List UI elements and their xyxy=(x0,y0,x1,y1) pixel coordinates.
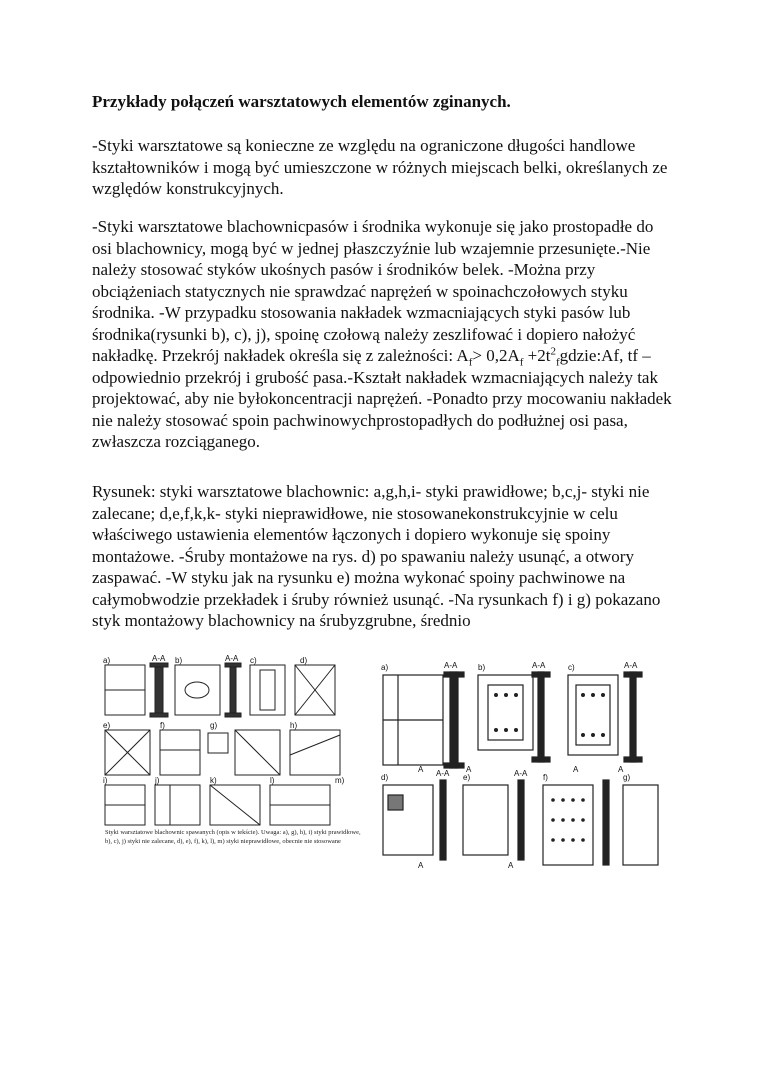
svg-text:a): a) xyxy=(381,663,389,672)
svg-text:g): g) xyxy=(210,721,218,730)
svg-text:A-A: A-A xyxy=(624,661,638,670)
svg-text:A: A xyxy=(573,765,579,774)
svg-text:A: A xyxy=(618,765,624,774)
svg-text:e): e) xyxy=(103,721,111,730)
svg-text:b): b) xyxy=(175,656,183,665)
svg-text:b): b) xyxy=(478,663,486,672)
paragraph-1: -Styki warsztatowe są konieczne ze względu na ograniczone długości handlowe kształtowników i mogą być umieszczone w różnych miejscach belki, określanych ze względów konstrukcyjnych. xyxy=(92,136,668,198)
svg-text:l): l) xyxy=(270,776,275,785)
svg-text:c): c) xyxy=(250,656,257,665)
paragraph-2: -Styki warsztatowe blachownicpasów i środnika wykonuje się jako prostopadłe do osi blachownicy, mogą być w jednej płaszczyźnie lub wzajemnie przesunięte.-Nie należy stosować styków ukośnych pasów i środników belek. -Można przy obciążeniach statycznych nie sprawdzać naprężeń w spoinachczołowych styku środnika. -W przypadku stosowania nakładek wzmacniających styki pasów lub środnika(rysunki b), c), j), spoinę czołową należy zeszlifować i dopiero nałożyć nakładkę. Przekrój nakładek określa się z zależności: $A_f> 0,2A_f$ $+2t^2_fgdzie:Af$, tf – odpowiednio przekrój i grubość pasa.-Kształt nakładek wzmacniających należy tak projektować, aby nie byłokoncentracji naprężeń. -Ponadto przy mocowaniu nakładek nie należy stosować spoin pachwinowychprostopadłych do podłużnej osi pasa, zwłaszcza rozciąganego. xyxy=(92,217,672,451)
svg-text:A-A: A-A xyxy=(152,655,166,663)
svg-text:g): g) xyxy=(623,773,631,782)
svg-text:A: A xyxy=(418,765,424,774)
paragraph-3: Rysunek: styki warsztatowe blachownic: a,g,h,i- styki prawidłowe; b,c,j- styki nie zalecane; d,e,f,k,k- styki nieprawidłowe, nie stosowanekonstrukcyjnie w celu właściwego ustawienia elementów łączonych i dopiero wykonuje się spoiny montażowe. -Śruby montażowe na rys. d) po spawaniu należy usunąć, a otwory zaspawać. -W styku jak na rysunku e) można wykonać spoiny pachwinowe na całymobwodzie przekładek i śruby również usunąć. -Na rysunkach f) i g) pokazano styk montażowy blachownicy na śrubyzgrubne, średnio xyxy=(92,482,661,630)
svg-text:A-A: A-A xyxy=(225,655,239,663)
svg-text:d): d) xyxy=(381,773,389,782)
svg-text:c): c) xyxy=(568,663,575,672)
svg-text:A-A: A-A xyxy=(532,661,546,670)
svg-text:a): a) xyxy=(103,656,111,665)
svg-text:h): h) xyxy=(290,721,298,730)
svg-text:A-A: A-A xyxy=(444,661,458,670)
svg-text:A: A xyxy=(508,861,514,870)
svg-text:A-A: A-A xyxy=(436,769,450,778)
svg-text:d): d) xyxy=(300,656,308,665)
figure-left-caption: Styki warsztatowe blachownic spawanych (opis w tekście). Uwaga: a), g), h), i) styki prawidłowe, b), c), j) styki nie zalecane, d), e), f), k), l), m) styki nieprawidłowe, obecnie nie stosowane xyxy=(105,829,361,845)
svg-text:f): f) xyxy=(543,773,548,782)
svg-text:m): m) xyxy=(335,776,345,785)
svg-text:e): e) xyxy=(463,773,471,782)
svg-text:A: A xyxy=(418,861,424,870)
svg-text:A: A xyxy=(466,765,472,774)
svg-text:i): i) xyxy=(103,776,108,785)
svg-text:k): k) xyxy=(210,776,217,785)
document-title: Przykłady połączeń warsztatowych elementów zginanych. xyxy=(92,92,511,111)
figure-assembly-splices xyxy=(378,660,666,870)
svg-text:f): f) xyxy=(160,721,165,730)
svg-text:A-A: A-A xyxy=(514,769,528,778)
svg-text:j): j) xyxy=(155,776,160,785)
